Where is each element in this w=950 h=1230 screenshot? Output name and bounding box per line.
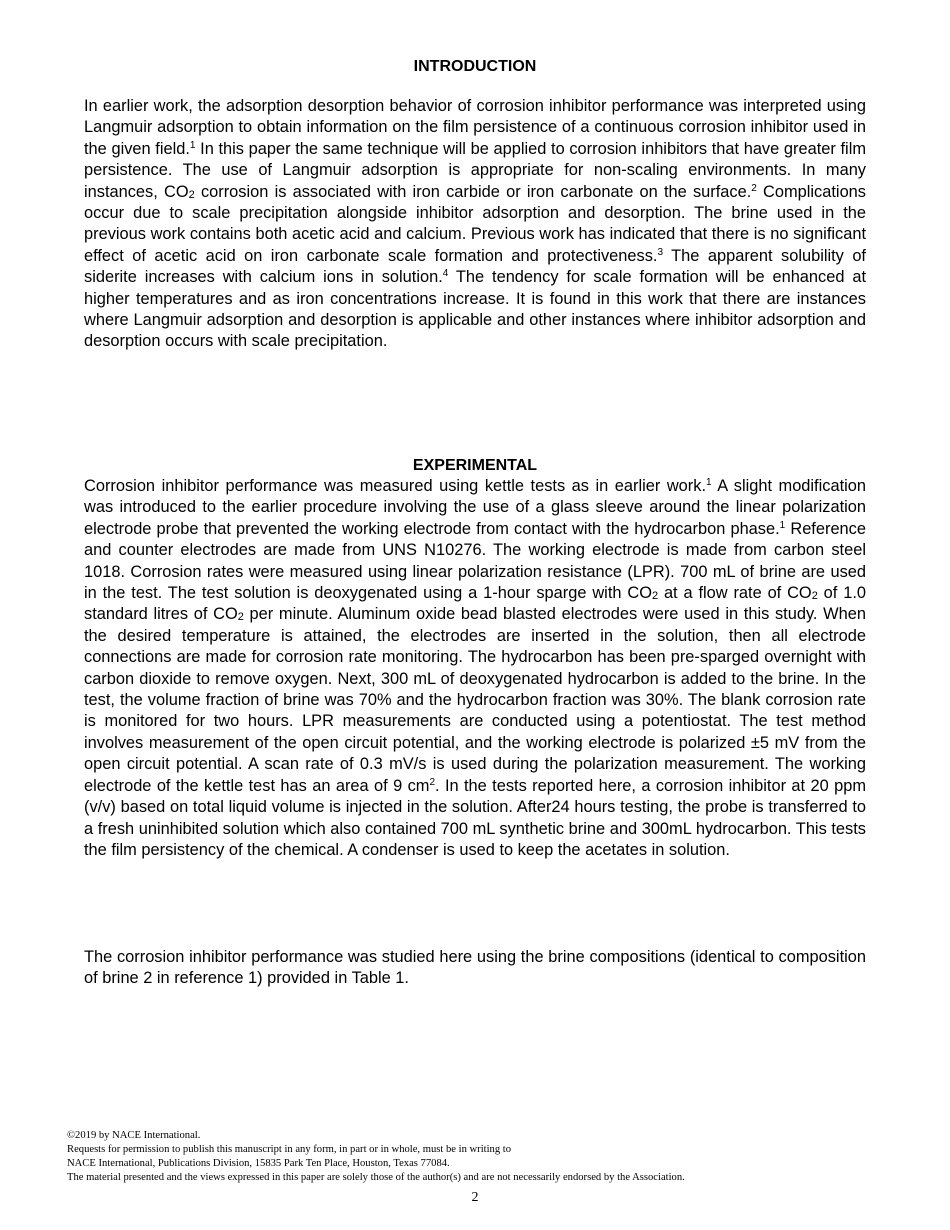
- text-run: A slight modification was introduced to the earlier procedure involving the use of a glass sleeve around the linear polarization electrode probe that prevented the working electrode from contact with the hydrocarbon phase.: [84, 477, 866, 538]
- citation-superscript: 3: [657, 246, 664, 258]
- experimental-paragraph: [84, 476, 866, 861]
- text-run: In this paper the same technique will be applied to corrosion inhibitors that have greater film persistence. The use of Langmuir adsorption is appropriate for non-scaling environments. In many instances, CO: [84, 139, 866, 201]
- footer-permission: Requests for permission to publish this manuscript in any form, in part or in whole, must be in writing to: [67, 1144, 512, 1155]
- experimental-paragraph-table-reference: The corrosion inhibitor performance was studied here using the brine compositions (identical to composition of brine 2 in reference 1) provided in Table 1.: [84, 948, 866, 988]
- text-run: The tendency for scale formation will be enhanced at higher temperatures and as iron concentrations increase. It is found in this work that there are instances where Langmuir adsorption and desorption is applicable and other instances where inhibitor adsorption and desorption occurs with scale precipitation.: [84, 268, 867, 351]
- text-run: . In the tests reported here, a corrosion inhibitor at 20 ppm (v/v) based on total liquid volume is injected in the solution. After24 hours testing, the probe is transferred to a fresh uninhibited solution which also contained 700 mL synthetic brine and 300mL hydrocarbon. This tests the film persistency of the chemical. A condenser is used to keep the acetates in solution.: [84, 776, 866, 859]
- footer-copyright: ©2019 by NACE International.: [67, 1130, 201, 1141]
- page-number: 2: [471, 1190, 479, 1205]
- text-run: The apparent solubility of siderite increases with calcium ions in solution.: [84, 246, 866, 287]
- introduction-paragraph: [84, 96, 866, 353]
- citation-superscript: 1: [779, 519, 786, 531]
- citation-superscript: 1: [189, 139, 196, 151]
- experimental-heading: EXPERIMENTAL: [412, 457, 538, 474]
- text-run: Corrosion inhibitor performance was measured using kettle tests as in earlier work.: [84, 477, 707, 495]
- text-run: Reference and counter electrodes are made from UNS N10276. The working electrode is made from carbon steel 1018. Corrosion rates were measured using linear polarization resistance (LPR). 700 mL of brine are used in the test. The test solution is deoxygenated using a 1-hour sparge with CO: [84, 519, 866, 603]
- citation-superscript: 2: [751, 182, 757, 194]
- text-run: of 1.0 standard litres of CO: [84, 584, 866, 624]
- superscript: 2: [429, 776, 435, 788]
- subscript: 2: [237, 611, 244, 624]
- citation-superscript: 4: [442, 268, 449, 280]
- subscript: 2: [651, 590, 659, 603]
- subscript: 2: [811, 590, 818, 603]
- introduction-heading: INTRODUCTION: [413, 58, 537, 75]
- footer-disclaimer: The material presented and the views expressed in this paper are solely those of the author(s) and are not necessarily endorsed by the Association.: [67, 1172, 685, 1183]
- text-run: Complications occur due to scale precipitation alongside inhibitor adsorption and desorption. The brine used in the previous work contains both acetic acid and calcium. Previous work has indicated that there is no significant effect of acetic acid on iron carbonate scale formation and protectiveness.: [84, 182, 866, 265]
- text-run: In earlier work, the adsorption desorption behavior of corrosion inhibitor performance was interpreted using Langmuir adsorption to obtain information on the film persistence of a continuous corrosion inhibitor used in the given field.: [84, 97, 866, 158]
- citation-superscript: 1: [706, 477, 712, 488]
- text-run: per minute. Aluminum oxide bead blasted electrodes were used in this study. When the desired temperature is attained, the electrodes are inserted in the solution, then all electrode connections are made for corrosion rate monitoring. The hydrocarbon has been pre-sparged overnight with carbon dioxide to remove oxygen. Next, 300 mL of deoxygenated hydrocarbon is added to the brine. In the test, the volume fraction of brine was 70% and the hydrocarbon fraction was 30%. The blank corrosion rate is monitored for two hours. LPR measurements are conducted using a potentiostat. The test method involves measurement of the open circuit potential, and the working electrode is polarized ±5 mV from the open circuit potential. A scan rate of 0.3 mV/s is used during the polarization measurement. The working electrode of the kettle test has an area of 9 cm: [84, 605, 866, 795]
- subscript: 2: [188, 188, 195, 201]
- text-run: at a flow rate of CO: [658, 584, 812, 603]
- text-run: corrosion is associated with iron carbide or iron carbonate on the surface.: [194, 182, 752, 201]
- copyright-footer: [67, 1129, 887, 1185]
- footer-address: NACE International, Publications Division, 15835 Park Ten Place, Houston, Texas 77084.: [67, 1158, 450, 1169]
